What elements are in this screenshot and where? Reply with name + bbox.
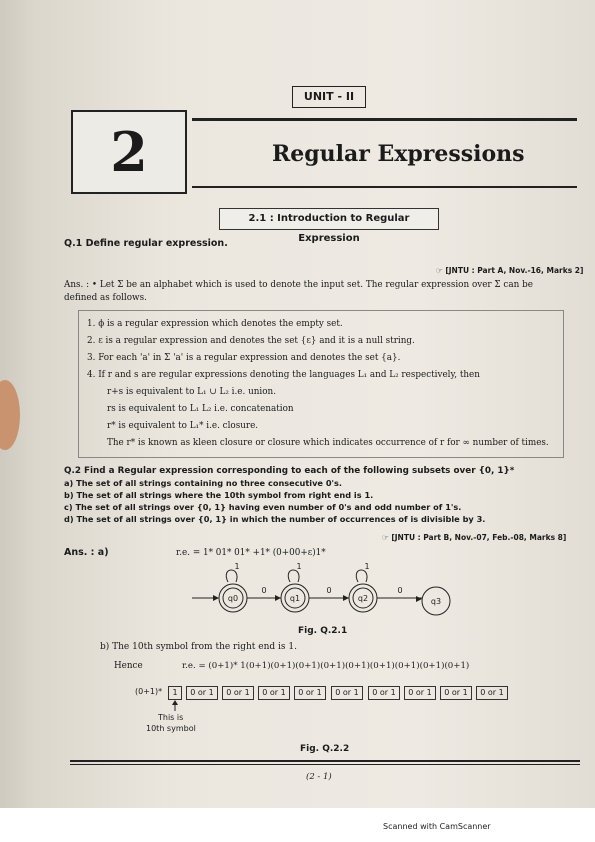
symbol-slot: 0 or 1: [368, 686, 400, 700]
q1-question: Q.1 Define regular expression.: [64, 238, 228, 249]
arrowhead: [213, 595, 219, 601]
footer-rule: [70, 760, 580, 762]
q2-part-a: a) The set of all strings containing no three consecutive 0's.: [64, 478, 343, 488]
q2-source: ☞ [JNTU : Part B, Nov.-07, Feb.-08, Marks 8]: [382, 533, 567, 542]
arrowhead: [275, 595, 281, 601]
chapter-number: 2: [71, 110, 187, 194]
symbol-slot: 0 or 1: [331, 686, 363, 700]
prefix-label: (0+1)*: [135, 687, 163, 696]
hence-label: Hence: [114, 661, 143, 671]
symbol-slot: 0 or 1: [258, 686, 290, 700]
unit-label: UNIT - II: [292, 86, 366, 108]
q2-part-d: d) The set of all strings over {0, 1} in which the number of occurrences of is divisible by 3.: [64, 514, 486, 524]
list-item: 3. For each 'a' in Σ 'a' is a regular expression and denotes the set {a}.: [87, 353, 401, 363]
dfa-diagram: [190, 560, 470, 624]
symbol-slot: 0 or 1: [222, 686, 254, 700]
part-b-line: b) The 10th symbol from the right end is 1.: [100, 642, 297, 652]
list-item: rs is equivalent to L₁ L₂ i.e. concatenation: [107, 404, 294, 414]
q2-part-b: b) The set of all strings where the 10th symbol from right end is 1.: [64, 490, 374, 500]
answer-label: Ans. : a): [64, 547, 109, 558]
state-q2: q2: [357, 594, 369, 603]
scanner-watermark: Scanned with CamScanner: [383, 822, 491, 831]
chapter-title: [192, 118, 577, 188]
arrowhead: [416, 596, 422, 602]
loop-q1: [288, 570, 299, 582]
state-q1: q1: [289, 594, 301, 603]
symbol-slot: 0 or 1: [404, 686, 436, 700]
regex-a: r.e. = 1* 01* 01* +1* (0+00+ε)1*: [176, 548, 326, 558]
list-item: r* is equivalent to L₁* i.e. closure.: [107, 421, 259, 431]
tenth-symbol-arrow: [168, 699, 182, 711]
list-item: r+s is equivalent to L₁ ∪ L₂ i.e. union.: [107, 387, 276, 397]
q2-question: Q.2 Find a Regular expression corresponding to each of the following subsets over {0, 1}*: [64, 466, 515, 476]
list-item: 4. If r and s are regular expressions denoting the languages L₁ and L₂ respectively, then: [87, 370, 480, 380]
q2-part-c: c) The set of all strings over {0, 1} having even number of 0's and odd number of 1's.: [64, 502, 462, 512]
q1-answer-line1: Ans. : • Let Σ be an alphabet which is used to denote the input set. The regular expression over Σ can be: [64, 280, 533, 290]
loop-q2: [356, 570, 367, 582]
arrowhead: [343, 595, 349, 601]
list-item: The r* is known as kleen closure or closure which indicates occurrence of r for ∞ number of times.: [107, 438, 549, 448]
fig-q22-caption: Fig. Q.2.2: [300, 744, 350, 754]
symbol-slot: 0 or 1: [186, 686, 218, 700]
symbol-slot: 0 or 1: [440, 686, 472, 700]
list-item: 2. ε is a regular expression and denotes the set {ε} and it is a null string.: [87, 336, 415, 346]
page-number: (2 - 1): [306, 772, 332, 782]
footer-rule-thin: [70, 764, 580, 765]
loop-label: 1: [296, 562, 302, 571]
loop-q0: [226, 570, 237, 582]
list-item: 1. ϕ is a regular expression which denotes the empty set.: [87, 319, 343, 329]
edge-label: 0: [326, 586, 332, 595]
edge-label: 0: [397, 586, 403, 595]
loop-label: 1: [364, 562, 370, 571]
tenth-symbol-note-1: This is: [158, 713, 184, 722]
section-title: 2.1 : Introduction to Regular Expression: [219, 208, 439, 230]
state-q3: q3: [430, 597, 442, 606]
symbol-slot: 0 or 1: [294, 686, 326, 700]
tenth-symbol-note-2: 10th symbol: [146, 724, 196, 733]
q1-source: ☞ [JNTU : Part A, Nov.-16, Marks 2]: [436, 266, 584, 275]
q1-answer-line2: defined as follows.: [64, 293, 147, 303]
chapter-title-text: Regular Expressions: [272, 140, 525, 167]
regex-b: r.e. = (0+1)* 1(0+1)(0+1)(0+1)(0+1)(0+1)(0+1)(0+1)(0+1)(0+1): [182, 661, 470, 671]
fig-q21-caption: Fig. Q.2.1: [298, 626, 348, 636]
tenth-symbol-box: 1: [168, 686, 182, 700]
loop-label: 1: [234, 562, 240, 571]
edge-label: 0: [261, 586, 267, 595]
definition-list-box: [78, 310, 564, 458]
state-q0: q0: [227, 594, 239, 603]
symbol-slot: 0 or 1: [476, 686, 508, 700]
